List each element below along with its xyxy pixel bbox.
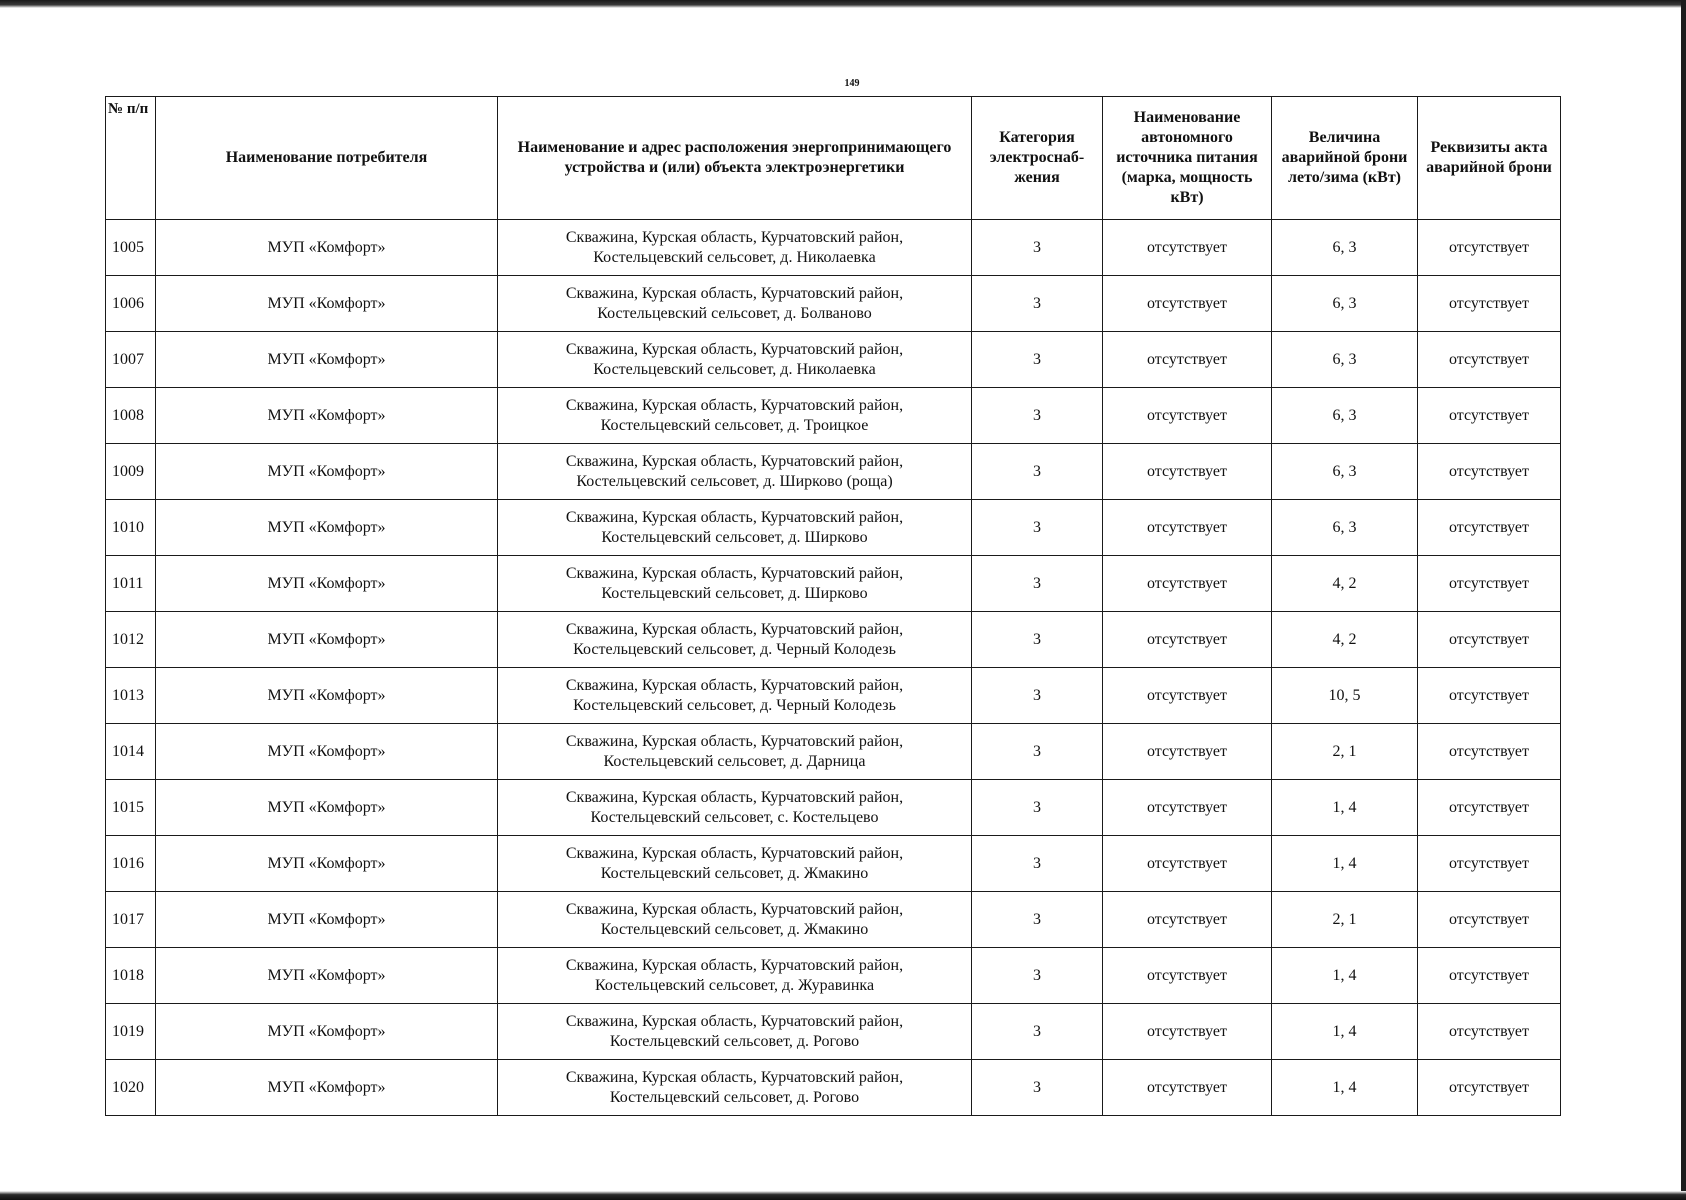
cell-number: 1016 — [106, 836, 156, 892]
cell-reserve-value: 4, 2 — [1272, 556, 1418, 612]
address-line-2: Костельцевский сельсовет, д. Рогово — [609, 1032, 860, 1050]
cell-number: 1018 — [106, 948, 156, 1004]
cell-address — [498, 500, 972, 556]
cell-category: 3 — [972, 836, 1103, 892]
table-row — [106, 668, 1561, 724]
cell-category: 3 — [972, 332, 1103, 388]
address-line-2: Костельцевский сельсовет, д. Черный Колодезь — [573, 696, 896, 714]
cell-number: 1017 — [106, 892, 156, 948]
address-line-2: Костельцевский сельсовет, д. Ширково — [601, 584, 868, 602]
cell-reserve-value: 2, 1 — [1272, 892, 1418, 948]
address-line-2: Костельцевский сельсовет, д. Жмакино — [600, 864, 869, 882]
address-line-1: Скважина, Курская область, Курчатовский район, — [565, 1012, 904, 1030]
cell-category: 3 — [972, 1060, 1103, 1116]
address-line-1: Скважина, Курская область, Курчатовский район, — [565, 1068, 904, 1086]
cell-address — [498, 892, 972, 948]
cell-reserve-value: 6, 3 — [1272, 500, 1418, 556]
address-line-2: Костельцевский сельсовет, д. Николаевка — [593, 360, 876, 378]
cell-number: 1009 — [106, 444, 156, 500]
cell-power-source: отсутствует — [1103, 780, 1272, 836]
cell-address — [498, 668, 972, 724]
cell-reserve-value: 1, 4 — [1272, 836, 1418, 892]
cell-act-details: отсутствует — [1418, 332, 1561, 388]
cell-power-source: отсутствует — [1103, 332, 1272, 388]
address-line-1: Скважина, Курская область, Курчатовский район, — [565, 564, 904, 582]
emergency-reserve-table — [105, 96, 1561, 1116]
cell-reserve-value: 6, 3 — [1272, 276, 1418, 332]
table-row — [106, 500, 1561, 556]
cell-category: 3 — [972, 556, 1103, 612]
address-line-1: Скважина, Курская область, Курчатовский район, — [565, 900, 904, 918]
cell-act-details: отсутствует — [1418, 1004, 1561, 1060]
cell-power-source: отсутствует — [1103, 612, 1272, 668]
cell-number: 1007 — [106, 332, 156, 388]
table-row — [106, 892, 1561, 948]
cell-act-details: отсутствует — [1418, 948, 1561, 1004]
scan-edge-right — [1681, 0, 1686, 1200]
cell-category: 3 — [972, 500, 1103, 556]
address-line-1: Скважина, Курская область, Курчатовский район, — [565, 452, 904, 470]
cell-address — [498, 388, 972, 444]
table-row — [106, 836, 1561, 892]
table-row — [106, 444, 1561, 500]
cell-address — [498, 948, 972, 1004]
address-line-2: Костельцевский сельсовет, д. Троицкое — [600, 416, 869, 434]
address-line-1: Скважина, Курская область, Курчатовский район, — [565, 844, 904, 862]
address-line-1: Скважина, Курская область, Курчатовский район, — [565, 620, 904, 638]
cell-power-source: отсутствует — [1103, 556, 1272, 612]
cell-act-details: отсутствует — [1418, 220, 1561, 276]
cell-category: 3 — [972, 220, 1103, 276]
address-line-2: Костельцевский сельсовет, д. Жмакино — [600, 920, 869, 938]
table-row — [106, 780, 1561, 836]
cell-consumer: МУП «Комфорт» — [156, 836, 498, 892]
cell-power-source: отсутствует — [1103, 276, 1272, 332]
cell-power-source: отсутствует — [1103, 444, 1272, 500]
cell-consumer: МУП «Комфорт» — [156, 780, 498, 836]
cell-number: 1020 — [106, 1060, 156, 1116]
cell-category: 3 — [972, 388, 1103, 444]
cell-number: 1019 — [106, 1004, 156, 1060]
cell-number: 1008 — [106, 388, 156, 444]
cell-number: 1015 — [106, 780, 156, 836]
page-number: 149 — [844, 78, 860, 89]
cell-category: 3 — [972, 444, 1103, 500]
table-row — [106, 388, 1561, 444]
cell-number: 1010 — [106, 500, 156, 556]
table-row — [106, 220, 1561, 276]
cell-act-details: отсутствует — [1418, 388, 1561, 444]
cell-number: 1014 — [106, 724, 156, 780]
cell-consumer: МУП «Комфорт» — [156, 388, 498, 444]
cell-power-source: отсутствует — [1103, 1060, 1272, 1116]
cell-address — [498, 836, 972, 892]
cell-category: 3 — [972, 668, 1103, 724]
address-line-1: Скважина, Курская область, Курчатовский район, — [565, 732, 904, 750]
table-row — [106, 556, 1561, 612]
cell-reserve-value: 2, 1 — [1272, 724, 1418, 780]
cell-address — [498, 276, 972, 332]
scan-edge-top — [0, 0, 1686, 8]
table-row — [106, 1004, 1561, 1060]
cell-category: 3 — [972, 780, 1103, 836]
table-row — [106, 724, 1561, 780]
cell-act-details: отсутствует — [1418, 1060, 1561, 1116]
cell-reserve-value: 6, 3 — [1272, 332, 1418, 388]
address-line-2: Костельцевский сельсовет, д. Рогово — [609, 1088, 860, 1106]
address-line-2: Костельцевский сельсовет, д. Журавинка — [594, 976, 875, 994]
cell-consumer: МУП «Комфорт» — [156, 668, 498, 724]
cell-number: 1012 — [106, 612, 156, 668]
address-line-2: Костельцевский сельсовет, д. Черный Колодезь — [573, 640, 896, 658]
header-number: № п/п — [106, 97, 156, 220]
cell-consumer: МУП «Комфорт» — [156, 948, 498, 1004]
cell-reserve-value: 1, 4 — [1272, 780, 1418, 836]
table-row — [106, 948, 1561, 1004]
header-category: Категория электроснаб-жения — [972, 97, 1103, 220]
cell-consumer: МУП «Комфорт» — [156, 612, 498, 668]
cell-number: 1006 — [106, 276, 156, 332]
cell-power-source: отсутствует — [1103, 724, 1272, 780]
cell-address — [498, 1060, 972, 1116]
address-line-2: Костельцевский сельсовет, д. Ширково — [601, 528, 868, 546]
cell-act-details: отсутствует — [1418, 500, 1561, 556]
cell-power-source: отсутствует — [1103, 892, 1272, 948]
cell-consumer: МУП «Комфорт» — [156, 556, 498, 612]
cell-consumer: МУП «Комфорт» — [156, 1060, 498, 1116]
address-line-1: Скважина, Курская область, Курчатовский район, — [565, 228, 904, 246]
cell-reserve-value: 4, 2 — [1272, 612, 1418, 668]
address-line-1: Скважина, Курская область, Курчатовский район, — [565, 396, 904, 414]
cell-consumer: МУП «Комфорт» — [156, 332, 498, 388]
cell-address — [498, 332, 972, 388]
cell-reserve-value: 6, 3 — [1272, 388, 1418, 444]
address-line-2: Костельцевский сельсовет, д. Дарница — [603, 752, 866, 770]
scan-edge-bottom — [0, 1191, 1686, 1200]
cell-power-source: отсутствует — [1103, 836, 1272, 892]
cell-consumer: МУП «Комфорт» — [156, 1004, 498, 1060]
cell-number: 1013 — [106, 668, 156, 724]
table-row — [106, 1060, 1561, 1116]
header-reserve-value: Величина аварийной брони лето/зима (кВт) — [1272, 97, 1418, 220]
cell-consumer: МУП «Комфорт» — [156, 220, 498, 276]
cell-power-source: отсутствует — [1103, 948, 1272, 1004]
cell-category: 3 — [972, 724, 1103, 780]
cell-act-details: отсутствует — [1418, 612, 1561, 668]
table-row — [106, 332, 1561, 388]
cell-number: 1011 — [106, 556, 156, 612]
cell-power-source: отсутствует — [1103, 668, 1272, 724]
cell-reserve-value: 1, 4 — [1272, 1060, 1418, 1116]
address-line-1: Скважина, Курская область, Курчатовский район, — [565, 956, 904, 974]
cell-act-details: отсутствует — [1418, 780, 1561, 836]
header-act-details: Реквизиты акта аварийной брони — [1418, 97, 1561, 220]
cell-act-details: отсутствует — [1418, 556, 1561, 612]
cell-category: 3 — [972, 1004, 1103, 1060]
cell-consumer: МУП «Комфорт» — [156, 500, 498, 556]
cell-consumer: МУП «Комфорт» — [156, 444, 498, 500]
address-line-2: Костельцевский сельсовет, с. Костельцево — [590, 808, 879, 826]
header-power-source: Наименование автономного источника питания (марка, мощность кВт) — [1103, 97, 1272, 220]
cell-number: 1005 — [106, 220, 156, 276]
cell-category: 3 — [972, 892, 1103, 948]
cell-consumer: МУП «Комфорт» — [156, 276, 498, 332]
cell-act-details: отсутствует — [1418, 892, 1561, 948]
cell-act-details: отсутствует — [1418, 724, 1561, 780]
address-line-2: Костельцевский сельсовет, д. Николаевка — [593, 248, 876, 266]
cell-category: 3 — [972, 948, 1103, 1004]
cell-address — [498, 444, 972, 500]
table-row — [106, 612, 1561, 668]
cell-category: 3 — [972, 276, 1103, 332]
cell-address — [498, 1004, 972, 1060]
cell-act-details: отсутствует — [1418, 276, 1561, 332]
cell-power-source: отсутствует — [1103, 220, 1272, 276]
cell-address — [498, 220, 972, 276]
cell-act-details: отсутствует — [1418, 836, 1561, 892]
cell-reserve-value: 1, 4 — [1272, 1004, 1418, 1060]
cell-reserve-value: 1, 4 — [1272, 948, 1418, 1004]
cell-reserve-value: 10, 5 — [1272, 668, 1418, 724]
cell-category: 3 — [972, 612, 1103, 668]
cell-consumer: МУП «Комфорт» — [156, 724, 498, 780]
address-line-2: Костельцевский сельсовет, д. Ширково (роща) — [576, 472, 893, 490]
cell-reserve-value: 6, 3 — [1272, 220, 1418, 276]
table-row — [106, 276, 1561, 332]
cell-power-source: отсутствует — [1103, 500, 1272, 556]
cell-power-source: отсутствует — [1103, 388, 1272, 444]
address-line-2: Костельцевский сельсовет, д. Болваново — [597, 304, 872, 322]
table-body — [106, 220, 1561, 1116]
address-line-1: Скважина, Курская область, Курчатовский район, — [565, 340, 904, 358]
header-consumer: Наименование потребителя — [156, 97, 498, 220]
cell-consumer: МУП «Комфорт» — [156, 892, 498, 948]
cell-power-source: отсутствует — [1103, 1004, 1272, 1060]
cell-address — [498, 612, 972, 668]
address-line-1: Скважина, Курская область, Курчатовский район, — [565, 284, 904, 302]
address-line-1: Скважина, Курская область, Курчатовский район, — [565, 788, 904, 806]
table-header-row — [106, 97, 1561, 220]
address-line-1: Скважина, Курская область, Курчатовский район, — [565, 508, 904, 526]
header-address: Наименование и адрес расположения энергопринимающего устройства и (или) объекта электроэнергетики — [498, 97, 972, 220]
cell-address — [498, 556, 972, 612]
cell-address — [498, 724, 972, 780]
cell-act-details: отсутствует — [1418, 444, 1561, 500]
cell-reserve-value: 6, 3 — [1272, 444, 1418, 500]
cell-act-details: отсутствует — [1418, 668, 1561, 724]
address-line-1: Скважина, Курская область, Курчатовский район, — [565, 676, 904, 694]
cell-address — [498, 780, 972, 836]
